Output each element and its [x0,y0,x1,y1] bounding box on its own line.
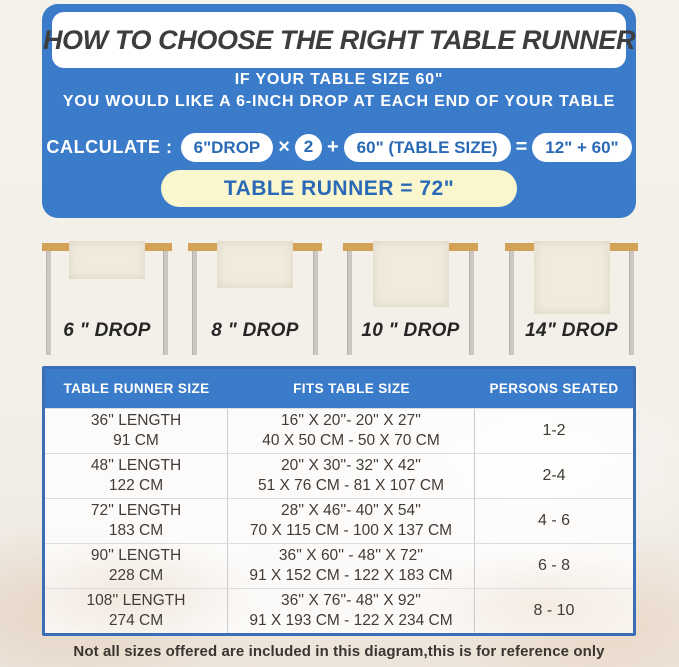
drop-label: 14" DROP [525,320,618,341]
persons-seated-cell: 4 - 6 [537,511,570,529]
runner-size-cell: 90'' LENGTH 228 CM [45,544,228,588]
title-box [42,12,636,68]
table-size-pill: 60" (TABLE SIZE) [344,133,511,162]
drop-label: 10 " DROP [361,320,460,341]
table-row [45,453,633,498]
runner-illustration [534,241,610,314]
calculate-label: CALCULATE : [46,136,173,157]
table-diagram-8-drop [188,240,322,365]
equals-operator: = [515,136,528,158]
fits-size-cell: 36'' X 76''- 48'' X 92'' 91 X 193 CM - 122 X 234 CM [228,589,475,633]
table-diagram-14-drop [505,240,638,365]
fits-size-cell: 20'' X 30''- 32'' X 42'' 51 X 76 CM - 81 X 107 CM [228,454,475,498]
persons-seated-cell: 8 - 10 [533,601,575,619]
persons-seated-cell: 6 - 8 [537,556,570,574]
column-header-persons-seated: PERSONS SEATED [489,381,619,396]
drop-label: 6 " DROP [63,320,151,341]
table-row [45,543,633,588]
runner-size-cell: 108'' LENGTH 274 CM [45,589,228,633]
runner-illustration [69,241,145,279]
plus-operator: + [326,136,339,158]
calculation-formula-row [42,130,636,164]
size-reference-table [42,366,636,636]
column-header-fits-table-size: FITS TABLE SIZE [293,381,410,396]
table-diagram-6-drop [42,240,172,365]
runner-result-pill: TABLE RUNNER = 72" [161,170,517,207]
times-two-badge: 2 [295,134,322,161]
runner-size-cell: 36'' LENGTH 91 CM [45,409,228,453]
table-row [45,408,633,453]
table-row [45,498,633,543]
runner-size-cell: 48'' LENGTH 122 CM [45,454,228,498]
persons-seated-cell: 1-2 [542,421,566,439]
drop-label: 8 " DROP [211,320,299,341]
runner-illustration [217,241,293,288]
table-header-row [45,369,633,408]
subtitle-line-2: YOU WOULD LIKE A 6-INCH DROP AT EACH END OF YOUR TABLE [62,93,616,110]
runner-size-cell: 72'' LENGTH 183 CM [45,499,228,543]
disclaimer-note: Not all sizes offered are included in this diagram,this is for reference only [73,643,605,660]
table-row [45,588,633,633]
table-diagram-10-drop [343,240,478,365]
drop-value-pill: 6"DROP [181,133,274,162]
fits-size-cell: 16'' X 20''- 20'' X 27'' 40 X 50 CM - 50 X 70 CM [228,409,475,453]
column-header-runner-size: TABLE RUNNER SIZE [63,381,210,396]
runner-illustration [373,241,449,307]
subtitle-line-1: IF YOUR TABLE SIZE 60" [234,71,444,88]
persons-seated-cell: 2-4 [542,466,566,484]
fits-size-cell: 28'' X 46''- 40'' X 54'' 70 X 115 CM - 100 X 137 CM [228,499,475,543]
multiply-operator: × [278,136,290,158]
header-panel [42,4,636,218]
page-title: HOW TO CHOOSE THE RIGHT TABLE RUNNER [42,24,636,55]
fits-size-cell: 36'' X 60'' - 48'' X 72'' 91 X 152 CM - 122 X 183 CM [228,544,475,588]
sum-result-pill: 12" + 60" [532,133,631,162]
